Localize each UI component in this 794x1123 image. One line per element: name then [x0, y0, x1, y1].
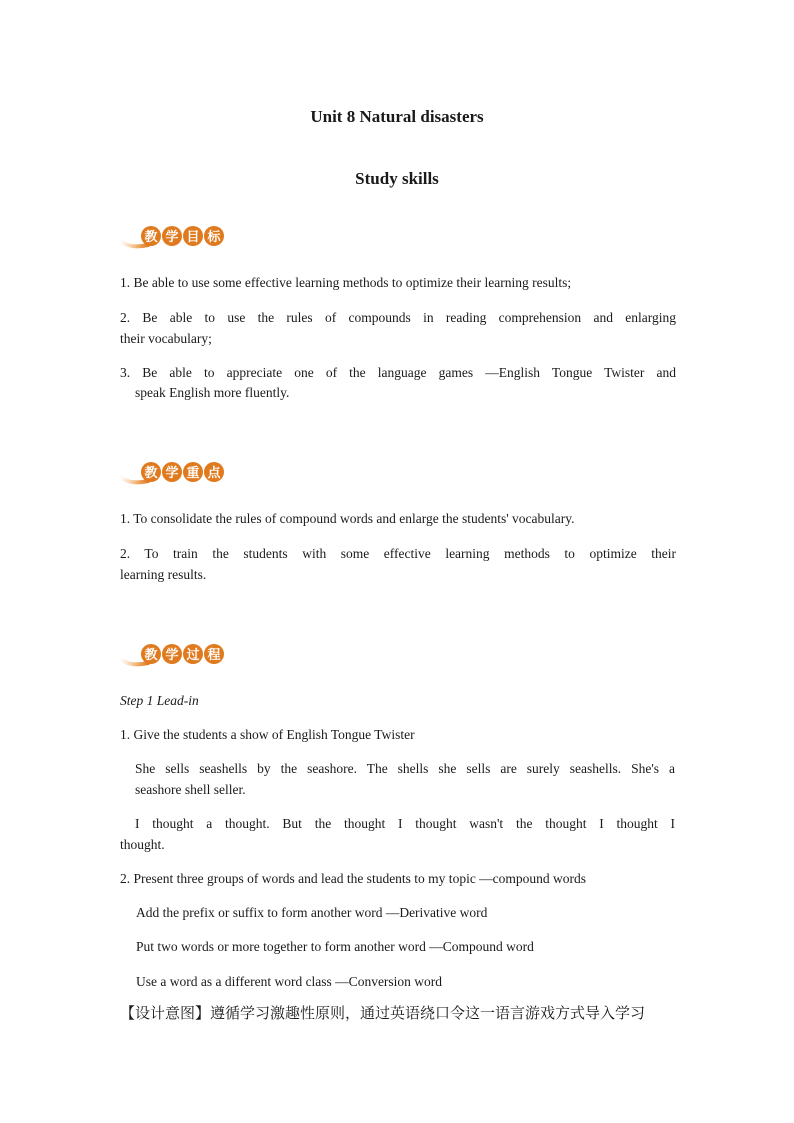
- key-point-line: 2. To train the students with some effective learning methods to optimize their: [120, 546, 676, 561]
- badge-char: 重: [186, 466, 200, 481]
- badge-char: 教: [144, 648, 158, 663]
- objective-line: speak English more fluently.: [135, 385, 290, 400]
- objective-line: 3. Be able to appreciate one of the language games —English Tongue Twister and: [120, 365, 676, 380]
- section-badge-objectives: [118, 223, 224, 253]
- badge-char: 目: [186, 230, 200, 245]
- section-badge-process: [118, 641, 224, 671]
- step-heading: Step 1 Lead-in: [120, 693, 199, 708]
- process-line: I thought a thought. But the thought I thought wasn't the thought I thought I: [135, 816, 675, 831]
- objective-line: 2. Be able to use the rules of compounds in reading comprehension and enlarging: [120, 310, 676, 325]
- key-point-line: 1. To consolidate the rules of compound words and enlarge the students' vocabulary.: [120, 511, 575, 526]
- process-line: Put two words or more together to form another word —Compound word: [136, 939, 534, 954]
- badge-char: 学: [165, 466, 179, 481]
- key-point-line: learning results.: [120, 567, 207, 582]
- process-line: 2. Present three groups of words and lead the students to my topic —compound words: [120, 871, 587, 886]
- badge-char: 过: [186, 648, 200, 663]
- process-line: Add the prefix or suffix to form another word —Derivative word: [136, 905, 488, 920]
- badge-char: 程: [207, 648, 221, 663]
- design-intent-note: 【设计意图】遵循学习激趣性原则，通过英语绕口令这一语言游戏方式导入学习: [120, 1004, 646, 1022]
- objective-line: 1. Be able to use some effective learning methods to optimize their learning results;: [120, 275, 572, 290]
- section-badge-key-points: [118, 459, 224, 489]
- process-line: She sells seashells by the seashore. The shells she sells are surely seashells. She's a: [135, 761, 675, 776]
- badge-char: 标: [207, 230, 221, 245]
- badge-char: 教: [144, 230, 158, 245]
- badge-char: 学: [165, 230, 179, 245]
- badge-char: 教: [144, 466, 158, 481]
- process-line: seashore shell seller.: [135, 782, 246, 797]
- badge-char: 学: [165, 648, 179, 663]
- page-title: Unit 8 Natural disasters: [310, 107, 484, 126]
- process-line: thought.: [120, 837, 165, 852]
- badge-char: 点: [207, 466, 221, 481]
- process-line: Use a word as a different word class —Conversion word: [136, 974, 443, 989]
- page-subtitle: Study skills: [355, 169, 439, 188]
- objective-line: their vocabulary;: [120, 331, 212, 346]
- process-line: 1. Give the students a show of English Tongue Twister: [120, 727, 415, 742]
